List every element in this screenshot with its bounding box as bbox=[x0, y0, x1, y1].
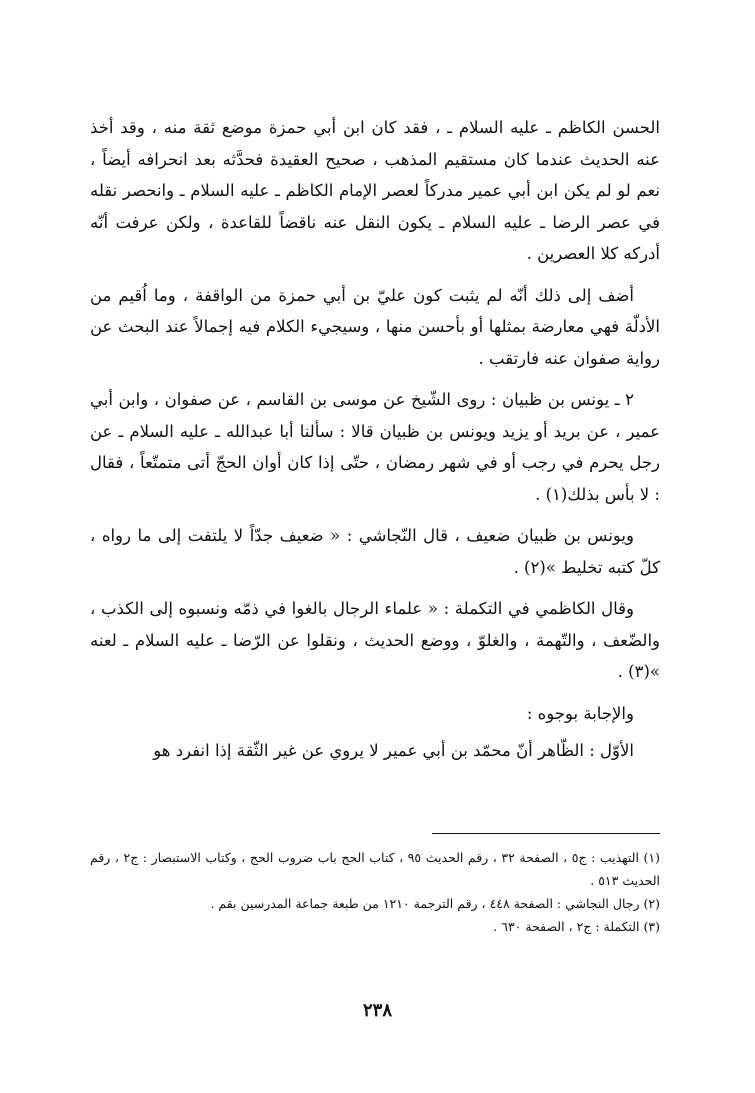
paragraph-6: والإجابة بوجوه : bbox=[526, 703, 634, 723]
footnote-1: (١) التهذيب : ج٥ ، الصفحة ٣٢ ، رقم الحديث ٩٥ ، كتاب الحج باب ضروب الحج ، وكتاب الاستبصار : ج٢ ، رقم الحديث ٥١٣ . bbox=[90, 850, 660, 888]
page-number: ٢٣٨ bbox=[362, 1000, 392, 1021]
paragraph-4: ويونس بن ظبيان ضعيف ، قال النّجاشي : « ضعيف جدّاً لا يلتفت إلى ما رواه ، كلّ كتبه تخليط »(٢) . bbox=[90, 526, 660, 577]
paragraph-3: ٢ ـ يونس بن ظبيان : روى الشّيخ عن موسى بن القاسم ، عن صفوان ، وابن أبي عمير ، عن بريد أو يزيد ويونس بن ظبيان قالا : سألنا أبا عبدالله ـ عليه السلام ـ عن رجل يحرم في رجب أو في شهر رمضان ، حتّى إذا كان أوان الحجّ أتى متمتّعاً ، فقال : لا بأس بذلك(١) . bbox=[90, 390, 660, 504]
paragraph-1: الحسن الكاظم ـ عليه السلام ـ ، فقد كان ابن أبي حمزة موضع ثقة منه ، وقد أخذ عنه الحديث عندما كان مستقيم المذهب ، صحيح العقيدة فحدَّثه بعد انحرافه أيضاً ، نعم لو لم يكن ابن أبي عمير مدركاً لعصر الإمام الكاظم ـ عليه السلام ـ وانحصر نقله في عصر الرضا ـ عليه السلام ـ يكون النقل عنه ناقضاً للقاعدة ، ولكن عرفت أنّه أدركه كلا العصرين . bbox=[90, 118, 660, 263]
footnote-3: (٣) التكملة : ج٢ ، الصفحة ٦٣٠ . bbox=[493, 919, 660, 934]
paragraph-5: وقال الكاظمي في التكملة : « علماء الرجال بالغوا في ذمّه ونسبوه إلى الكذب ، والضّعف ، والتّهمة ، والغلوّ ، ووضع الحديث ، ونقلوا عن الرّضا ـ عليه السلام ـ لعنه »(٣) . bbox=[90, 599, 660, 681]
main-text bbox=[90, 112, 660, 777]
paragraph-7: الأوّل : الظّاهر أنّ محمّد بن أبي عمير لا يروي عن غير الثّقة إذا انفرد هو bbox=[153, 741, 634, 760]
paragraph-2: أضف إلى ذلك أنّه لم يثبت كون عليّ بن أبي حمزة من الواقفة ، وما اُقيم من الأدلّة فهي معارضة بمثلها أو بأحسن منها ، وسيجيء الكلام فيه إجمالاً عند البحث عن رواية صفوان عنه فارتقب . bbox=[90, 285, 660, 368]
footnote-2: (٢) رجال النجاشي : الصفحة ٤٤٨ ، رقم الترجمة ١٢١٠ من طبعة جماعة المدرسين بقم . bbox=[210, 896, 660, 911]
footnote-divider bbox=[432, 833, 660, 834]
footnotes bbox=[90, 846, 660, 938]
